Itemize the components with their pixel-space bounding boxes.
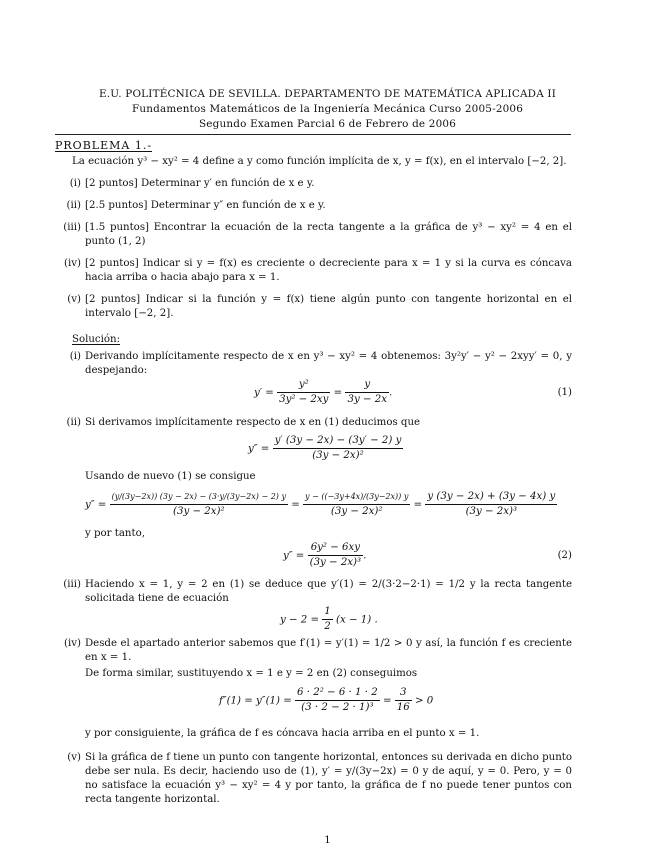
- fraction-num: 6y² − 6xy: [310, 542, 361, 553]
- problem-title: PROBLEMA 1.-: [55, 139, 153, 152]
- eq-lhs: f″(1) = y″(1) =: [219, 695, 292, 707]
- solution-text: Si la gráfica de f tiene un punto con tangente horizontal, entonces su derivada en dicho punto debe ser nula. Es decir, haciendo uso de (1), y′ = y/(3y−2x) = 0 y de aquí, y = 0. Pero, y = 0 no satisface la ecuación y³ − xy² = 4 y por tanto, la gráfica de f no puede tener puntos con recta tangente horizontal.: [85, 752, 572, 805]
- question-text: [2.5 puntos] Determinar y″ en función de x e y.: [85, 200, 326, 211]
- eq-end: .: [388, 387, 393, 399]
- fraction: [295, 686, 380, 715]
- fraction: [277, 378, 330, 407]
- eq-end: > 0: [414, 695, 434, 707]
- solution-label: (iii): [63, 579, 81, 590]
- solution-title: Solución:: [72, 334, 121, 345]
- eq-lhs: y′ =: [254, 387, 274, 399]
- fraction-den: 2: [324, 621, 331, 632]
- solution-label: (v): [67, 752, 81, 763]
- eq-rhs: (x − 1) .: [336, 614, 378, 626]
- solution-text: y por tanto,: [85, 528, 145, 539]
- solution-text: Haciendo x = 1, y = 2 en (1) se deduce que y′(1) = 2/(3·2−2·1) = 1/2 y la recta tangente solicitada tiene de ecuación: [85, 579, 572, 604]
- fraction-den: (3y − 2x)³: [425, 504, 557, 519]
- fraction: [322, 605, 332, 634]
- fraction-den: 16: [396, 702, 410, 713]
- fraction: [345, 378, 388, 407]
- equation-number: (2): [557, 550, 572, 561]
- solution-label: (iv): [64, 638, 81, 649]
- eq-lhs: y″ =: [283, 550, 305, 562]
- question-text: [2 puntos] Indicar si la función y = f(x) tiene algún punto con tangente horizontal en el intervalo [−2, 2].: [85, 294, 572, 319]
- eq-lhs: y − 2 =: [280, 614, 320, 626]
- question-label: (i): [69, 178, 81, 189]
- page-number: 1: [324, 835, 331, 846]
- eq-equals: =: [333, 387, 343, 399]
- fraction: [303, 490, 410, 519]
- header-divider: [55, 134, 571, 135]
- eq-lhs: y″ =: [248, 443, 270, 455]
- question-label: (v): [67, 294, 81, 305]
- header-course: Fundamentos Matemáticos de la Ingeniería Mecánica Curso 2005-2006: [131, 103, 524, 115]
- fraction-den: (3y − 2x)²: [273, 448, 404, 463]
- fraction-num: y − ((−3y+4x)/(3y−2x)) y: [305, 492, 409, 501]
- fraction-den: 3y² − 2xy: [279, 394, 329, 405]
- solution-text: Si derivamos implícitamente respecto de x en (1) deducimos que: [85, 417, 421, 428]
- fraction-den: (3y − 2x)²: [110, 504, 288, 519]
- eq-equals: =: [382, 695, 392, 707]
- problem-intro: La ecuación y³ − xy² = 4 define a y como función implícita de x, y = f(x), en el intervalo [−2, 2].: [72, 156, 567, 167]
- fraction-den: (3y − 2x)³: [309, 557, 362, 568]
- eq-lhs: y″ =: [85, 499, 107, 511]
- fraction: [425, 490, 557, 519]
- exam-page: E.U. POLITÉCNICA DE SEVILLA. DEPARTAMENTO DE MATEMÁTICA APLICADA II Fundamentos Matemáticos de la Ingeniería Mecánica Curso 2005-2006 Segundo Examen Parcial 6 de Febrero de 2006 PROBLEMA 1.- La ecuación y³ − xy² = 4 define a y como función implícita de x, y = f(x), en el intervalo [−2, 2]. (i) [2 puntos] Determinar y′ en función de x e y. (ii) [2.5 puntos] Determinar y″ en función de x e y. (iii) [1.5 puntos] Encontrar la ecuación de la recta tangente a la gráfica de y³ − xy² = 4 en el punto (1, 2) (iv) [2 puntos] Indicar si y = f(x) es creciente o decreciente para x = 1 y si la curva es cóncava hacia arriba o hacia abajo para x = 1. (v) [2 puntos] Indicar si la función y = f(x) tiene algún punto con tangente horizontal en el intervalo [−2, 2]. Solución: (i) Derivando implícitamente respecto de x en y³ − xy² = 4 obtenemos: 3y²y′ − y² − 2xyy′ = 0, y despejando: y′ = $\frac{\text{y²}}{\text{3y² − 2xy}}$ = $\frac{y}{3y - 2x}$ . (1) (ii) Si derivamos implícitamente respecto de x en (1) deducimos que y″ = $\frac{y' (3y - 2x) - (3y' - 2) y}{\text{(3y − 2x)²}}$ Usando de nuevo (1) se consigue y″ = $\frac{(y/(3y-2x)) (3y - 2x) - (3\cdot y/(3y-2x) - 2) y}{\text{(3y − 2x)²}}$ = $\frac{y - ((-3y+4x)/(3y-2x)) y}{\text{(3y − 2x)²}}$ = $\frac{y (3y - 2x) + (3y - 4x) y}{\text{(3y − 2x)³}}$ y por tanto, y″ = $\frac{\text{6y² − 6xy}}{\text{(3y − 2x)³}}$ . (2) (iii) Haciendo x = 1, y = 2 en (1) se deduce que y′(1) = 2/(3·2−2·1) = 1/2 y la recta tangente solicitada tiene de ecuación y − 2 = $\frac{1}{2}$ (x − 1) . (iv) Desde el apartado anterior sabemos que f′(1) = y′(1) = 1/2 > 0 y así, la función f es creciente en x = 1. De forma similar, sustituyendo x = 1 e y = 2 en (2) conseguimos f″(1) = y″(1) = $\frac{\text{6 · 2² − 6 · 1 · 2}}{\text{(3 · 2 − 2 · 1)³}}$ = $\frac{3}{16}$ > 0 y por consiguiente, la gráfica de f es cóncava hacia arriba en el punto x = 1. (v) Si la gráfica de f tiene un punto con tangente horizontal, entonces su derivada en dicho punto debe ser nula. Es decir, haciendo uso de (1), y′ = y/(3y−2x) = 0 y de aquí, y = 0. Pero, y = 0 no satisface la ecuación y³ − xy² = 4 y por tanto, la gráfica de f no puede tener puntos con recta tangente horizontal. 1: [0, 0, 655, 848]
- fraction-num: 1: [324, 606, 331, 617]
- fraction: [308, 541, 367, 570]
- question-label: (iii): [63, 222, 81, 233]
- fraction-num: y (3y − 2x) + (3y − 4x) y: [427, 491, 556, 502]
- solution-text: y por consiguiente, la gráfica de f es cóncava hacia arriba en el punto x = 1.: [85, 728, 480, 739]
- question-label: (ii): [66, 200, 81, 211]
- fraction-num: y′ (3y − 2x) − (3y′ − 2) y: [274, 435, 402, 446]
- solution-text: Derivando implícitamente respecto de x en y³ − xy² = 4 obtenemos: 3y²y′ − y² − 2xyy′ = 0, y despejando:: [85, 351, 572, 376]
- question-text: [2 puntos] Determinar y′ en función de x e y.: [85, 178, 315, 189]
- fraction-den: 3y − 2x: [347, 394, 387, 405]
- fraction-num: y²: [298, 379, 309, 390]
- fraction: [395, 686, 412, 715]
- fraction-num: y: [364, 379, 371, 390]
- fraction: [273, 434, 404, 463]
- fraction: [110, 490, 288, 519]
- solution-text: Usando de nuevo (1) se consigue: [85, 471, 256, 482]
- eq-end: .: [363, 550, 367, 562]
- fraction-den: (3 · 2 − 2 · 1)³: [295, 700, 380, 715]
- question-text: [2 puntos] Indicar si y = f(x) es creciente o decreciente para x = 1 y si la curva es cóncava hacia arriba o hacia abajo para x = 1.: [85, 258, 572, 283]
- fraction-num: 6 · 2² − 6 · 1 · 2: [297, 687, 378, 698]
- solution-label: (ii): [66, 417, 81, 428]
- solution-label: (i): [69, 351, 81, 362]
- question-label: (iv): [64, 258, 81, 269]
- header-exam: Segundo Examen Parcial 6 de Febrero de 2006: [198, 118, 457, 130]
- solution-text: Desde el apartado anterior sabemos que f′(1) = y′(1) = 1/2 > 0 y así, la función f es creciente en x = 1.: [85, 638, 572, 663]
- fraction-num: 3: [399, 687, 407, 698]
- solution-text: De forma similar, sustituyendo x = 1 e y = 2 en (2) conseguimos: [85, 668, 418, 679]
- question-text: [1.5 puntos] Encontrar la ecuación de la recta tangente a la gráfica de y³ − xy² = 4 en el punto (1, 2): [85, 222, 572, 247]
- header-institution: E.U. POLITÉCNICA DE SEVILLA. DEPARTAMENTO DE MATEMÁTICA APLICADA II: [98, 88, 557, 100]
- equation-number: (1): [557, 387, 572, 398]
- fraction-num: (y/(3y−2x)) (3y − 2x) − (3·y/(3y−2x) − 2) y: [111, 492, 286, 501]
- fraction-den: (3y − 2x)²: [303, 504, 410, 519]
